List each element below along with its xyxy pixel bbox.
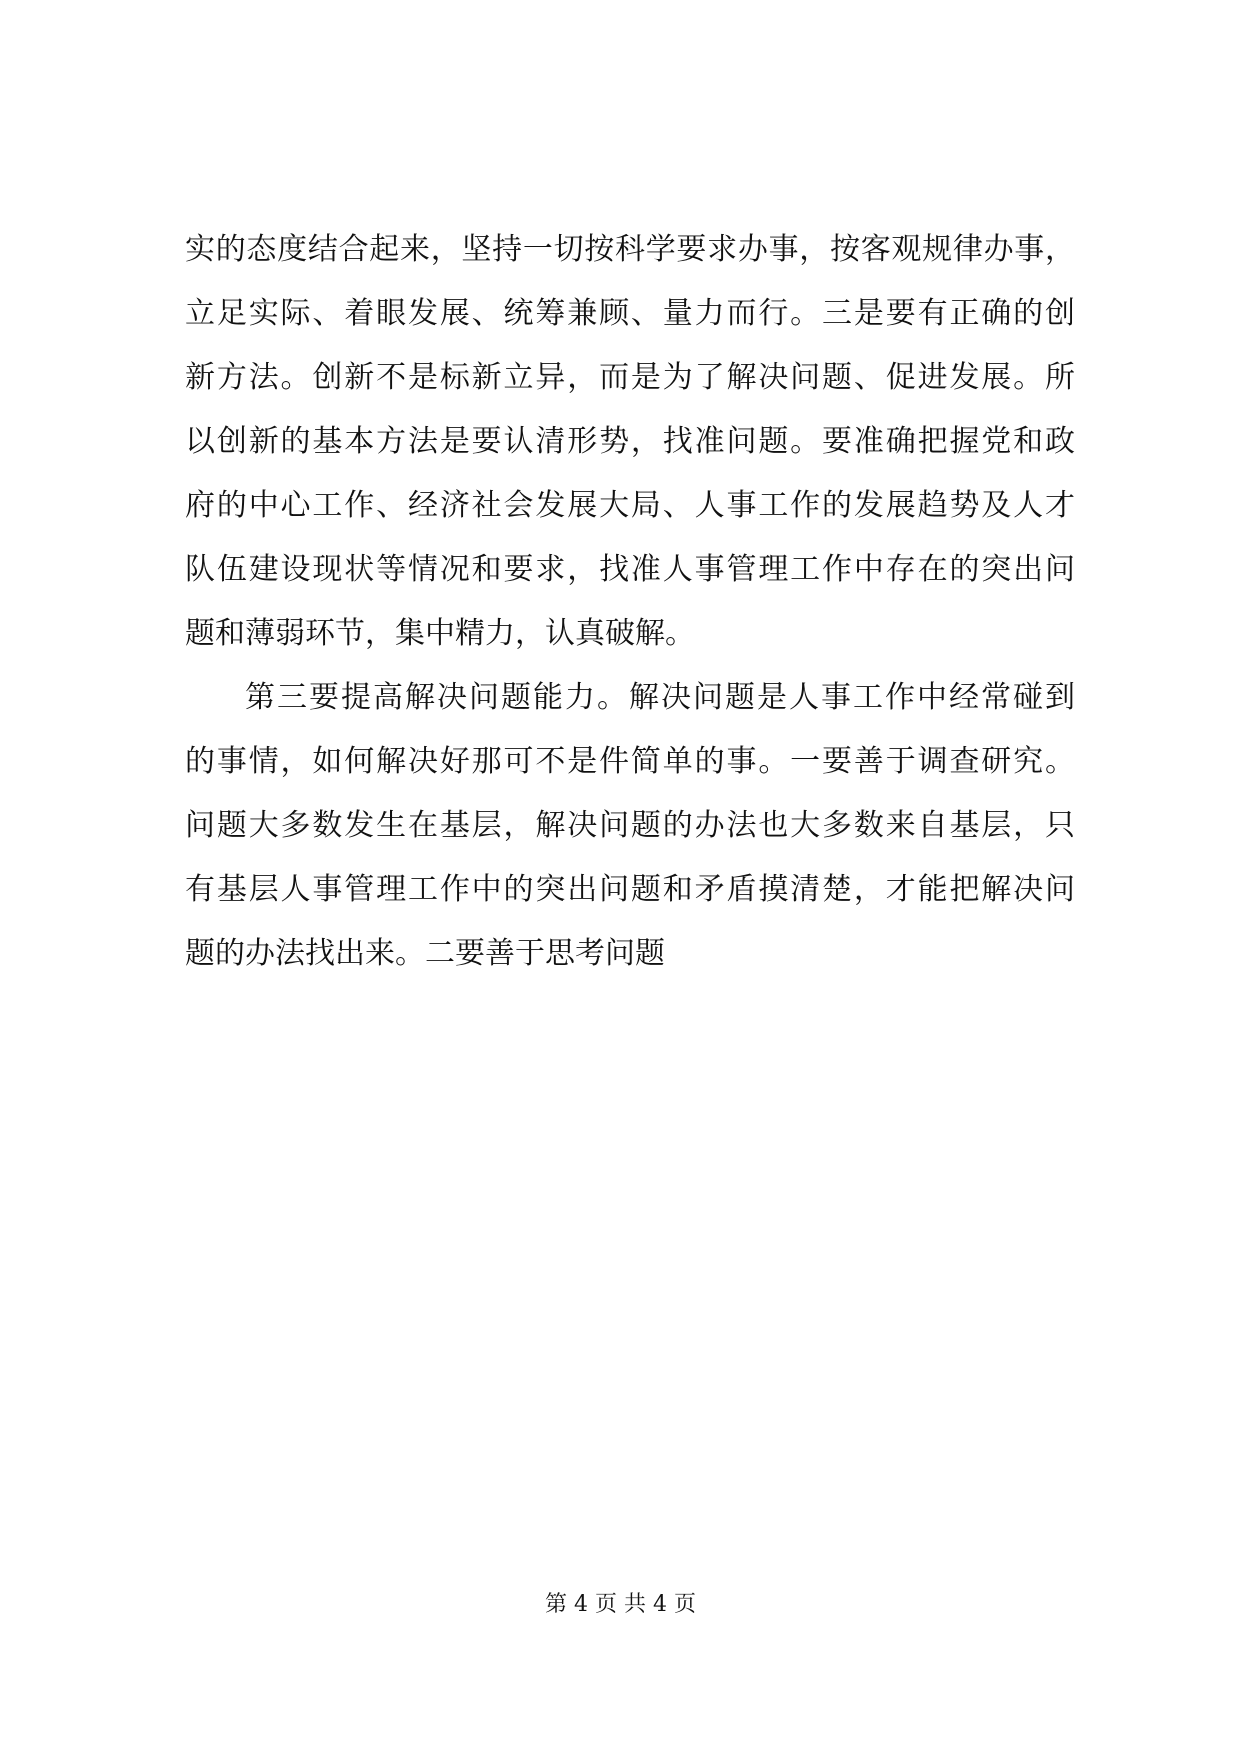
text-line: 以创新的基本方法是要认清形势，找准问题。要准确把握党和政	[185, 424, 1075, 459]
text-line: 题和薄弱环节，集中精力，认真破解。	[185, 616, 695, 651]
text-line: 题的办法找出来。二要善于思考问题	[185, 936, 665, 971]
paragraph-start-line: 第三要提高解决问题能力。解决问题是人事工作中经常碰到	[245, 680, 1075, 715]
text-line: 立足实际、着眼发展、统筹兼顾、量力而行。三是要有正确的创	[185, 296, 1075, 331]
text-line: 府的中心工作、经济社会发展大局、人事工作的发展趋势及人才	[185, 488, 1075, 523]
text-line: 有基层人事管理工作中的突出问题和矛盾摸清楚，才能把解决问	[185, 872, 1075, 907]
text-line: 问题大多数发生在基层，解决问题的办法也大多数来自基层，只	[185, 808, 1075, 843]
text-line: 新方法。创新不是标新立异，而是为了解决问题、促进发展。所	[185, 360, 1075, 395]
page-footer: 第 4 页 共 4 页	[545, 1592, 696, 1617]
text-line: 实的态度结合起来，坚持一切按科学要求办事，按客观规律办事，	[185, 232, 1075, 267]
text-line: 队伍建设现状等情况和要求，找准人事管理工作中存在的突出问	[185, 552, 1075, 587]
text-line: 的事情，如何解决好那可不是件简单的事。一要善于调查研究。	[185, 744, 1075, 779]
body-text	[185, 218, 1075, 986]
